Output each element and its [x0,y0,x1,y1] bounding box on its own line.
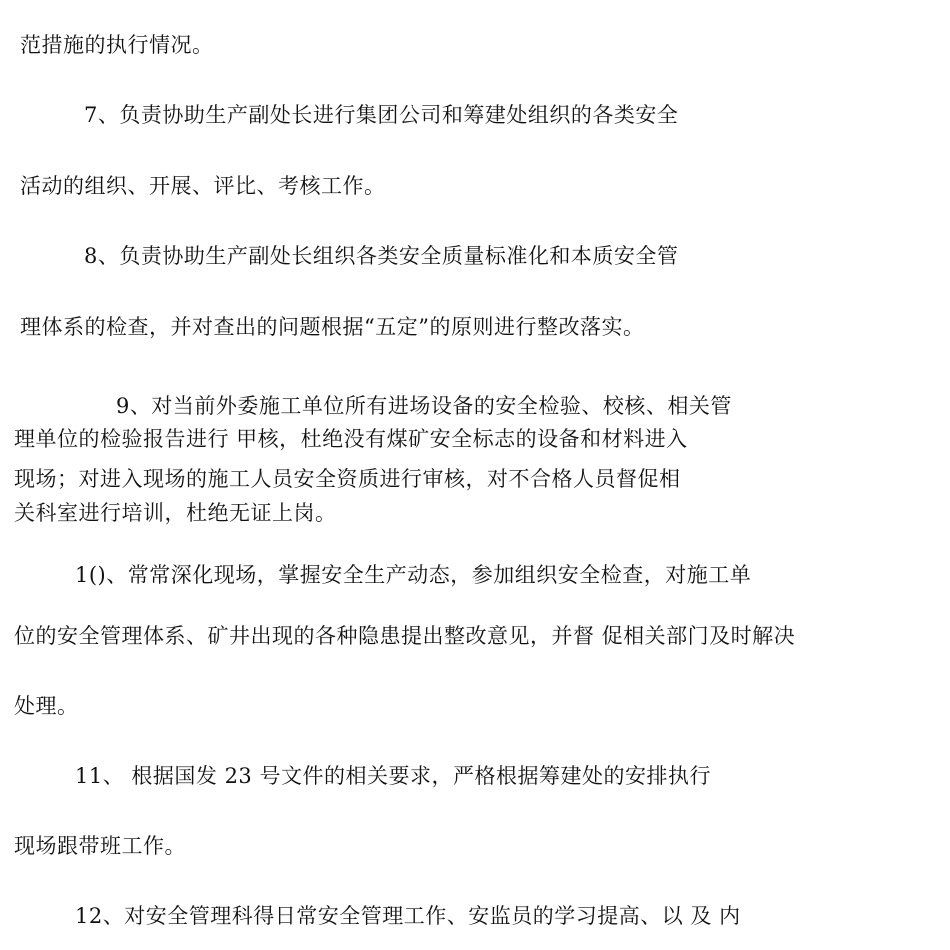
text-line: 活动的组织、开展、评比、考核工作。 [20,174,386,198]
text-line: 范措施的执行情况。 [20,33,214,57]
text-line: 7、负责协助生产副处长进行集团公司和筹建处组织的各类安全 [84,103,679,127]
text-line: 处理。 [14,694,79,718]
text-line: 现场跟带班工作。 [14,834,186,858]
text-line: 位的安全管理体系、矿井出现的各种隐患提出整改意见，并督 促相关部门及时解决 [14,624,796,648]
text-line: 关科室进行培训，杜绝无证上岗。 [14,501,337,525]
text-line: 理体系的检查，并对查出的问题根据“五定”的原则进行整改落实。 [20,315,645,339]
text-line: 现场；对进入现场的施工人员安全资质进行审核，对不合格人员督促相 [14,467,681,491]
text-line: 1()、常常深化现场，掌握安全生产动态，参加组织安全检查，对施工单 [75,563,752,587]
text-line: 12、对安全管理科得日常安全管理工作、安监员的学习提高、以 及 内 [75,904,741,928]
text-line: 8、负责协助生产副处长组织各类安全质量标准化和本质安全管 [84,244,679,268]
text-line: 9、对当前外委施工单位所有进场设备的安全检验、校核、相关管 [116,394,732,418]
text-line: 理单位的检验报告进行 甲核，杜绝没有煤矿安全标志的设备和材料进入 [14,427,688,451]
text-line: 11、 根据国发 23 号文件的相关要求，严格根据筹建处的安排执行 [75,764,711,788]
